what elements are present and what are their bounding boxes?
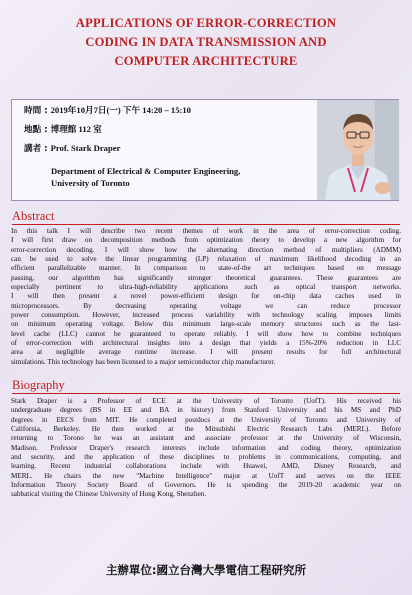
abstract-line: I will then present a novel power-efficient design for on-chip data caches used in (11, 292, 401, 301)
speaker-row (24, 143, 120, 155)
abstract-line: error-correction decoding. I will show how the alternating direction method of multipliers (ADMM) (11, 245, 401, 254)
biography-line: and security, and the application of these disciplines to problems in communications, computing, and (11, 453, 401, 462)
biography-line: Madison. Professor Draper's research interests include information and coding theory, optimization (11, 443, 401, 452)
place-value: 博理館 112 室 (50, 124, 102, 134)
organizer-footer: 主辦單位:國立台灣大學電信工程研究所 (105, 563, 307, 577)
biography-line: undergraduate degrees (BS in EE and BA in history) from Stanford University and his MS and PhD (11, 406, 401, 415)
title-line: CODING IN DATA TRANSMISSION AND (85, 35, 327, 49)
event-info-box (11, 99, 399, 201)
biography-line: returning to Torono he was an assistant and associate professor at the University of Wisconsin, (11, 434, 401, 443)
affiliation-line: Department of Electrical & Computer Engineering, (51, 166, 241, 176)
biography-line: learning. Recent industrial collaborations include with Huawei, AMD, Disney Research, and (11, 462, 401, 471)
abstract-line: simulations. This technology has been licensed to a major semiconductor chip manufacturer. (11, 357, 276, 366)
event-title (10, 14, 402, 71)
time-value: 2019年10月7日(一) 下午 14:20 – 15:10 (50, 105, 191, 115)
abstract-line: microprocessors. By decreasing operating voltage we can reduce processor (11, 301, 401, 310)
speaker-photo-illustration (317, 100, 399, 200)
abstract-line: efficient parallelizable manner. In comparison to state-of-the art techniques based on message (11, 264, 401, 273)
abstract-line: I will first draw on decomposition methods from optimization theory to develop a new algorithm for (11, 236, 401, 245)
abstract-line: of error-correction with architectural insights into a design that yields a 15%-20% reduction in LLC (11, 339, 401, 348)
abstract-line: especially pertinent to ultra-high-reliability applications such as optical transport networks. (11, 283, 401, 292)
abstract-line: level cache (LLC) cannot be guaranteed to operate reliably. I will show how to combine techniques (11, 329, 401, 338)
biography-divider (12, 393, 400, 394)
abstract-line: power consumption. However, increased process variability with technology scaling imposes limits (11, 311, 401, 320)
biography-line: sabbatical visiting the Chinese University of Hong Kong, Shenzhen. (11, 490, 207, 499)
abstract-line: area at negligible average runtime increase. I will present results for full architectural (11, 348, 401, 357)
place-row (24, 124, 102, 136)
biography-body (11, 397, 401, 500)
abstract-heading: Abstract (12, 209, 55, 223)
biography-line: Stark Draper is a Professor of ECE at the University of Toronto (UofT). His received his (11, 397, 401, 405)
abstract-line: passing, our algorithm has significantly stronger theoretical guarantees. These guarantees are (11, 273, 401, 282)
speaker-label: 講者 : (24, 144, 51, 154)
place-label: 地點 : (24, 125, 51, 135)
biography-line: MERL. He chairs the new "Machine Intelligence" major at UofT and serves on the IEEE (11, 471, 401, 480)
affiliation-line: University of Toronto (51, 178, 130, 188)
time-label: 時間 : (24, 106, 51, 116)
title-line: APPLICATIONS OF ERROR-CORRECTION (75, 16, 337, 30)
speaker-name: Prof. Stark Draper (50, 143, 121, 153)
title-line: COMPUTER ARCHITECTURE (114, 54, 298, 68)
biography-line: Information Theory Society Board of Governors. He is spending the 2019-20 academic year on (11, 481, 401, 490)
biography-line: degrees in EECS from MIT. He completed postdocs at the University of Toronto and University of (11, 415, 401, 424)
biography-line: California, Berkeley. He then worked at the Mitsubishi Electric Research Labs (MERL). Before (11, 425, 401, 434)
speaker-photo (317, 100, 399, 200)
abstract-line: on minimum operating voltage. Below this minimum large-scale memory structures such as the last- (11, 320, 401, 329)
abstract-divider (12, 224, 400, 225)
abstract-line: can be used to solve the linear programming (LP) relaxation of maximum likelihood decoding in an (11, 255, 401, 264)
biography-heading: Biography (12, 378, 65, 392)
abstract-body (11, 227, 401, 367)
time-row (24, 105, 191, 117)
abstract-line: In this talk I will describe two recent themes of work in the area of error-correction coding. (11, 227, 401, 235)
